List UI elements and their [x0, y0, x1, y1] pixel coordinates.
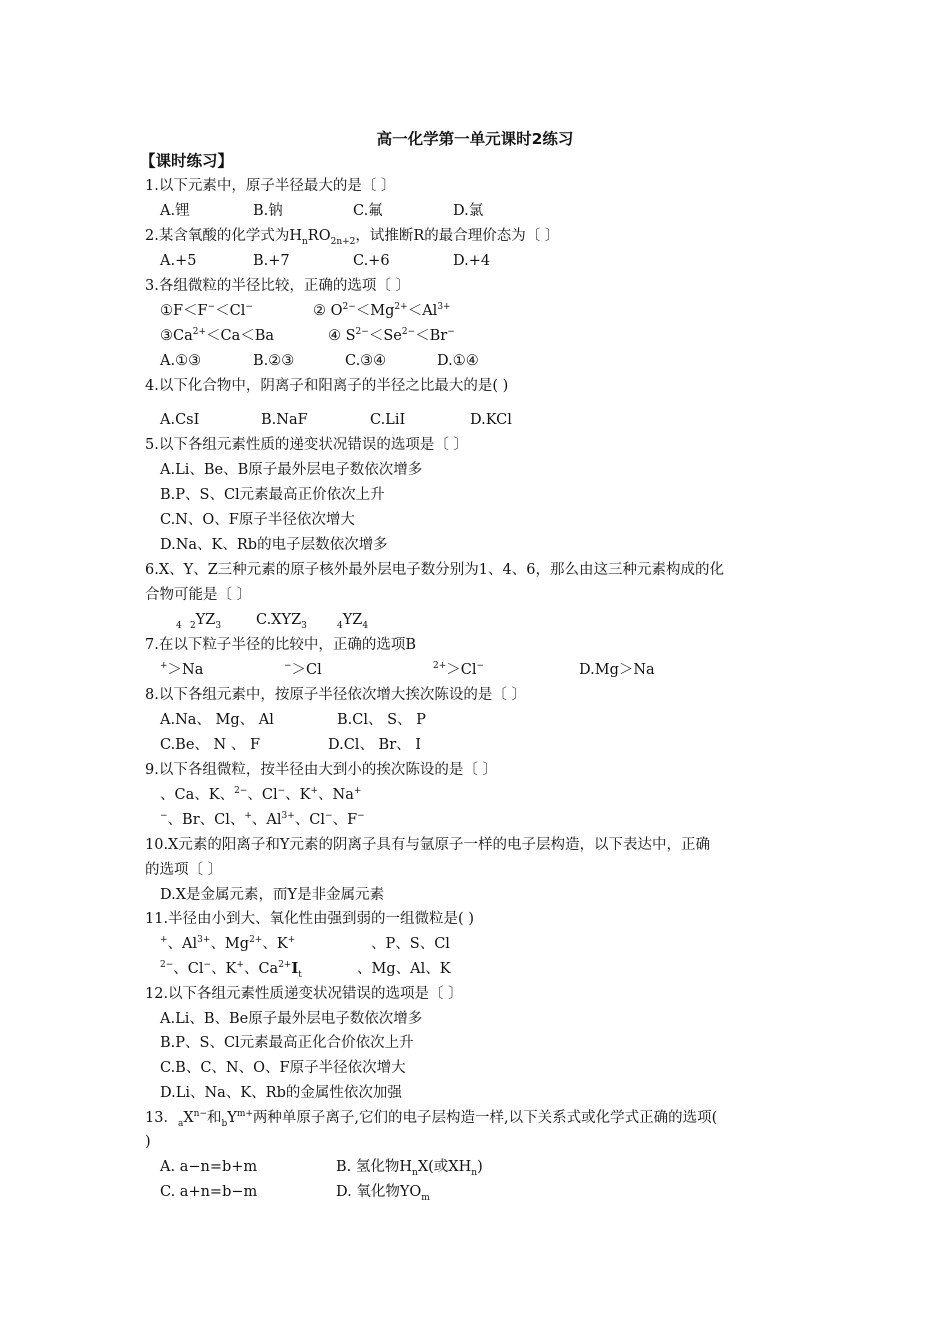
q2-option-b: B.+7 — [253, 253, 290, 269]
q4-option-a: A.CsI — [160, 412, 200, 428]
q10-stem-line-1: 10.X元素的阳离子和Y元素的阴离子具有与氩原子一样的电子层构造，以下表达中，正确 — [145, 837, 710, 853]
q3-option-a: A.①③ — [160, 353, 202, 369]
q5-option-c: C.N、O、F原子半径依次增大 — [160, 512, 355, 528]
q1-option-b: B.钠 — [253, 203, 283, 219]
q3-group-1: ①F＜F−＜Cl− — [160, 302, 253, 319]
q13-option-b: B. 氢化物$H_nX$(或$XH_n$) — [336, 1159, 483, 1178]
q6-stem-line-1: 6.X、Y、Z三种元素的原子核外最外层电子数分别为1、4、6，那么由这三种元素构成的化 — [145, 562, 724, 578]
q7-option-c: $^{2+}$＞Cl− — [433, 661, 485, 678]
q2-option-c: C.+6 — [353, 253, 390, 269]
q1-stem: 1.以下元素中，原子半径最大的是〔 〕 — [145, 178, 396, 194]
q6-option-c: $C.XYZ_3$ — [256, 612, 307, 631]
q12-option-d: D.Li、Na、K、Rb的金属性依次加强 — [160, 1085, 402, 1101]
q12-stem: 12.以下各组元素性质递变状况错误的选项是〔 〕 — [145, 986, 463, 1002]
q2-option-a: A.+5 — [160, 253, 197, 269]
q7-option-a: +＞Na — [160, 661, 204, 678]
q2-option-d: D.+4 — [453, 253, 491, 269]
q13-option-c: C. a+n=b−m — [160, 1184, 258, 1200]
q13-option-d: D. 氧化物$YO_m$ — [336, 1184, 430, 1203]
q9-line-2: −、Br、Cl、+、$Al^{3+}$、Cl−、F− — [160, 811, 365, 828]
q5-option-b: B.P、S、Cl元素最高正价依次上升 — [160, 487, 385, 503]
q4-option-c: C.LiI — [370, 412, 406, 428]
q4-option-d: D.KCl — [470, 412, 512, 428]
q10-stem-line-2: 的选项〔 〕 — [145, 862, 223, 878]
q5-option-d: D.Na、K、Rb的电子层数依次增多 — [160, 537, 388, 553]
q8-stem: 8.以下各组元素中，按原子半径依次增大挨次陈设的是〔 〕 — [145, 687, 526, 703]
q6-option-d: $_4YZ_4$ — [337, 612, 369, 631]
section-heading: 【课时练习】 — [140, 152, 234, 170]
q7-stem: 7.在以下粒子半径的比较中，正确的选项B — [145, 637, 416, 653]
q2-stem: 2.某含氧酸的化学式为$H_nRO_{2n+2}$，试推断R的最合理价态为〔 〕 — [145, 228, 560, 247]
q7-option-b: −＞Cl — [284, 661, 322, 678]
q6-option-a: 4 — [176, 620, 182, 631]
q13-stem-line-2: ) — [145, 1134, 151, 1150]
q6-stem-line-2: 合物可能是〔 〕 — [145, 587, 252, 603]
q6-option-b: $_2YZ_3$ — [190, 612, 222, 631]
q1-option-a: A.锂 — [160, 203, 190, 219]
q5-option-a: A.Li、Be、B原子最外层电子数依次增多 — [160, 462, 423, 478]
q12-option-c: C.B、C、N、O、F原子半径依次增大 — [160, 1060, 406, 1076]
q3-option-d: D.①④ — [437, 353, 479, 369]
q13-option-a: A. a−n=b+m — [160, 1159, 258, 1175]
q12-option-b: B.P、S、Cl元素最高正化合价依次上升 — [160, 1035, 414, 1051]
q7-option-d: D.Mg＞Na — [579, 662, 655, 678]
q4-option-b: B.NaF — [261, 412, 308, 428]
q8-option-b: B.Cl、 S、 P — [337, 712, 426, 728]
q1-option-c: C.氟 — [353, 203, 383, 219]
q3-option-b: B.②③ — [253, 353, 295, 369]
q11-option-d: 、Mg、Al、K — [357, 961, 451, 977]
q11-stem: 11.半径由小到大、氧化性由强到弱的一组微粒是( ) — [145, 911, 474, 927]
q4-stem: 4.以下化合物中，阴离子和阳离子的半径之比最大的是( ) — [145, 378, 509, 394]
q3-group-2: ② $O^{2-}<Mg^{2+}<Al^{3+}$ — [313, 302, 451, 319]
q11-option-c: $^{2-}$、Cl−、K+、$Ca^{2+}I_t$ — [160, 960, 302, 980]
q3-group-4: ④ $S^{2-}<Se^{2-}<Br^-$ — [328, 327, 455, 344]
q5-stem: 5.以下各组元素性质的递变状况错误的选项是〔 〕 — [145, 437, 468, 453]
q9-stem: 9.以下各组微粒，按半径由大到小的挨次陈设的是〔 〕 — [145, 762, 497, 778]
q10-option-d: D.X是金属元素，而Y是非金属元素 — [160, 887, 385, 903]
page-title: 高一化学第一单元课时2练习 — [376, 130, 574, 148]
q3-stem: 3.各组微粒的半径比较，正确的选项〔 〕 — [145, 278, 410, 294]
q9-line-1: 、Ca、K、$^{2-}$、Cl−、K+、Na+ — [160, 786, 362, 803]
q11-option-a: +、$Al^{3+}$、$Mg^{2+}$、K+ — [160, 935, 296, 952]
q8-option-d: D.Cl、 Br、 I — [328, 737, 421, 753]
q1-option-d: D.氯 — [453, 203, 484, 219]
q8-option-a: A.Na、 Mg、 Al — [160, 712, 274, 728]
q3-group-3: $③Ca^{2+}<Ca<Ba$ — [160, 327, 275, 344]
q8-option-c: C.Be、 N 、 F — [160, 737, 260, 753]
q12-option-a: A.Li、B、Be原子最外层电子数依次增多 — [160, 1011, 423, 1027]
q3-option-c: C.③④ — [345, 353, 387, 369]
q11-option-b: 、P、S、Cl — [371, 936, 450, 952]
q13-stem: 13．$_aX^{n-}$和$_bY^{m+}$两种单原子离子,它们的电子层构造一样,以下关系式或化学式正确的选项( — [145, 1109, 718, 1129]
